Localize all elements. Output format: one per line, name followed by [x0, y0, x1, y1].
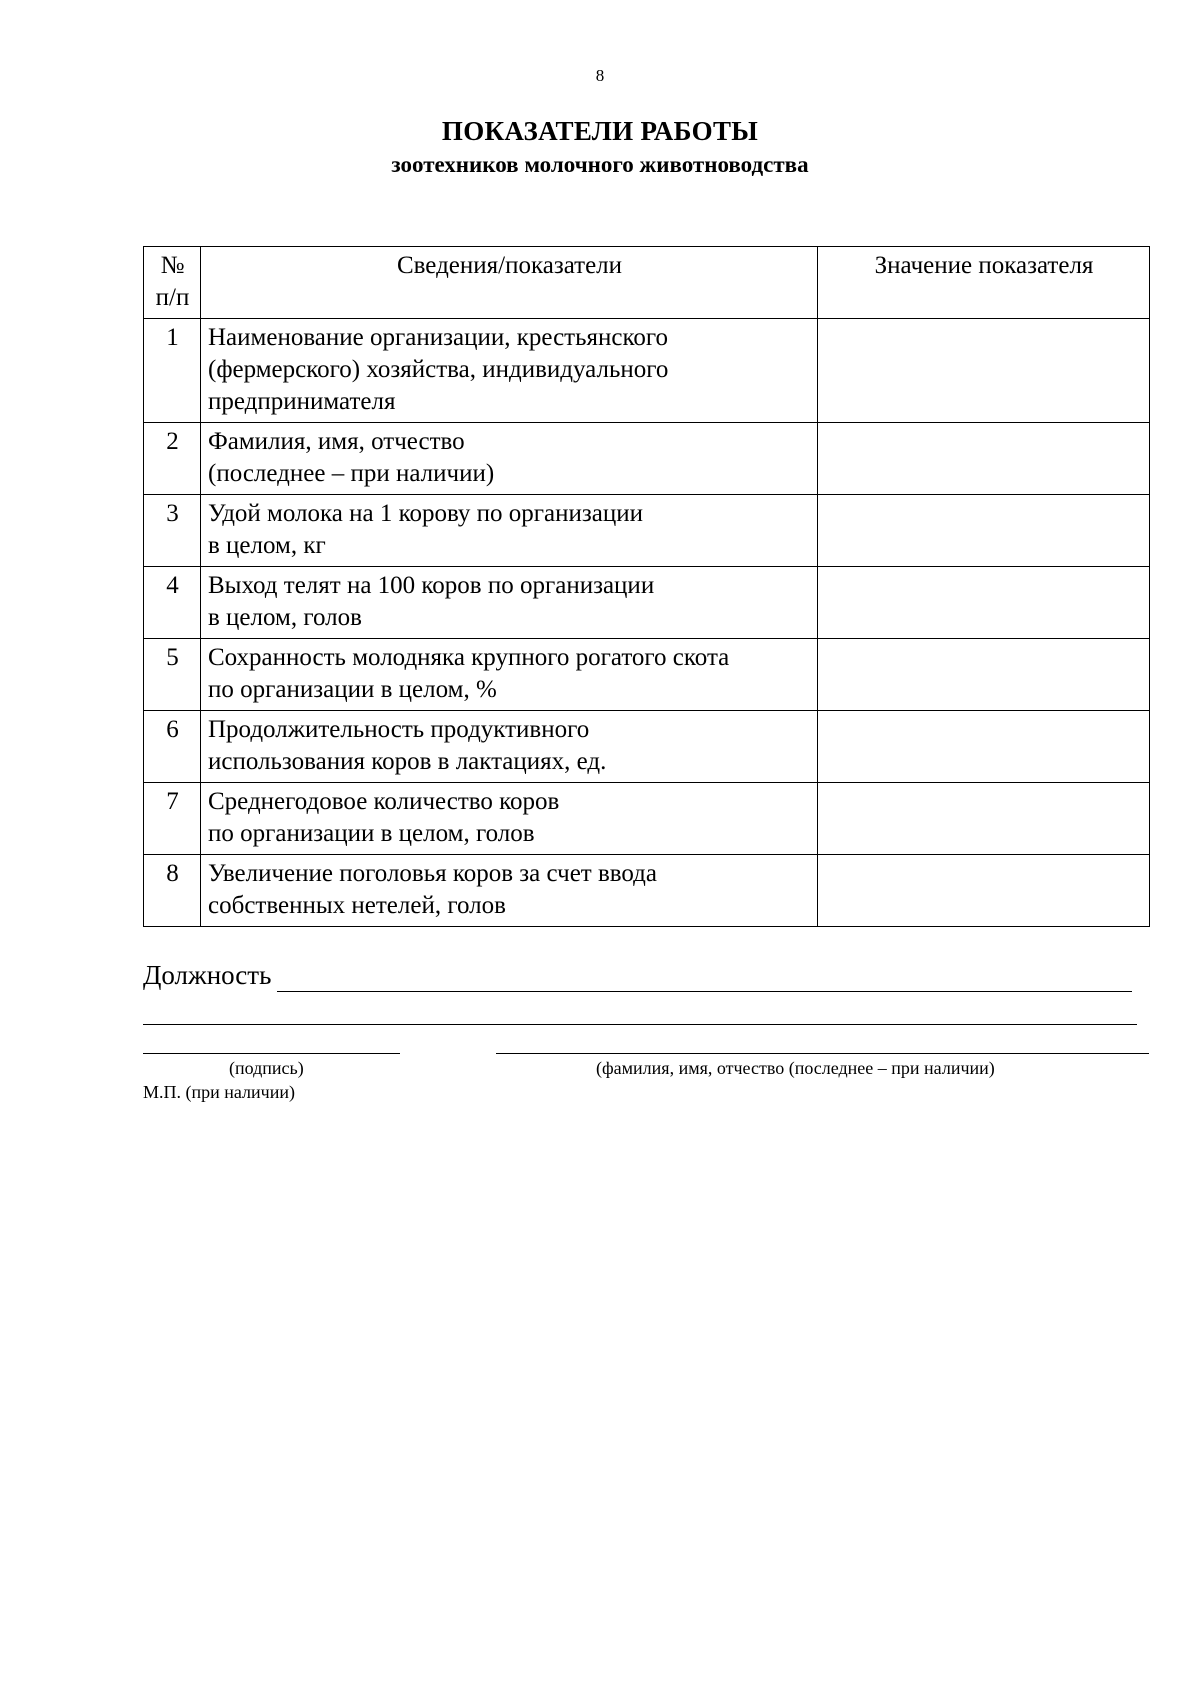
row-value-cell [818, 711, 1150, 783]
header-value: Значение показателя [818, 247, 1150, 319]
table-row [144, 783, 1150, 855]
table-row [144, 855, 1150, 927]
row-indicator: Сохранность молодняка крупного рогатого скота по организации в целом, % [201, 639, 818, 711]
signature-line [143, 1053, 400, 1054]
table-row [144, 319, 1150, 423]
row-number: 1 [144, 319, 201, 423]
name-caption: (фамилия, имя, отчество (последнее – при наличии) [596, 1058, 995, 1078]
table-row [144, 639, 1150, 711]
row-number: 7 [144, 783, 201, 855]
page-number: 8 [595, 66, 605, 85]
signature-caption: (подпись) [229, 1058, 304, 1078]
row-number: 3 [144, 495, 201, 567]
row-indicator: Наименование организации, крестьянского (фермерского) хозяйства, индивидуального предпринимателя [201, 319, 818, 423]
table-row [144, 711, 1150, 783]
row-indicator: Увеличение поголовья коров за счет ввода собственных нетелей, голов [201, 855, 818, 927]
indicators-table [143, 246, 1150, 927]
position-line [277, 991, 1132, 992]
row-value-cell [818, 495, 1150, 567]
row-number: 4 [144, 567, 201, 639]
row-value-cell [818, 423, 1150, 495]
row-number: 2 [144, 423, 201, 495]
row-value-cell [818, 319, 1150, 423]
row-value-cell [818, 783, 1150, 855]
row-indicator: Фамилия, имя, отчество (последнее – при наличии) [201, 423, 818, 495]
header-number: № п/п [144, 247, 201, 319]
document-subtitle: зоотехников молочного животноводства [391, 152, 809, 177]
table-body [144, 319, 1150, 927]
table-row [144, 423, 1150, 495]
stamp-note: М.П. (при наличии) [143, 1082, 295, 1102]
row-number: 8 [144, 855, 201, 927]
header-info: Сведения/показатели [201, 247, 818, 319]
name-line [496, 1053, 1149, 1054]
row-indicator: Удой молока на 1 корову по организации в целом, кг [201, 495, 818, 567]
row-value-cell [818, 639, 1150, 711]
row-indicator: Среднегодовое количество коров по организации в целом, голов [201, 783, 818, 855]
row-value-cell [818, 567, 1150, 639]
row-number: 5 [144, 639, 201, 711]
position-line-second [143, 1024, 1137, 1025]
row-indicator: Продолжительность продуктивного использования коров в лактациях, ед. [201, 711, 818, 783]
document-title: ПОКАЗАТЕЛИ РАБОТЫ [441, 116, 759, 146]
row-value-cell [818, 855, 1150, 927]
table-header-row [144, 247, 1150, 319]
row-number: 6 [144, 711, 201, 783]
table-row [144, 495, 1150, 567]
position-label: Должность [143, 960, 272, 990]
table-row [144, 567, 1150, 639]
row-indicator: Выход телят на 100 коров по организации в целом, голов [201, 567, 818, 639]
